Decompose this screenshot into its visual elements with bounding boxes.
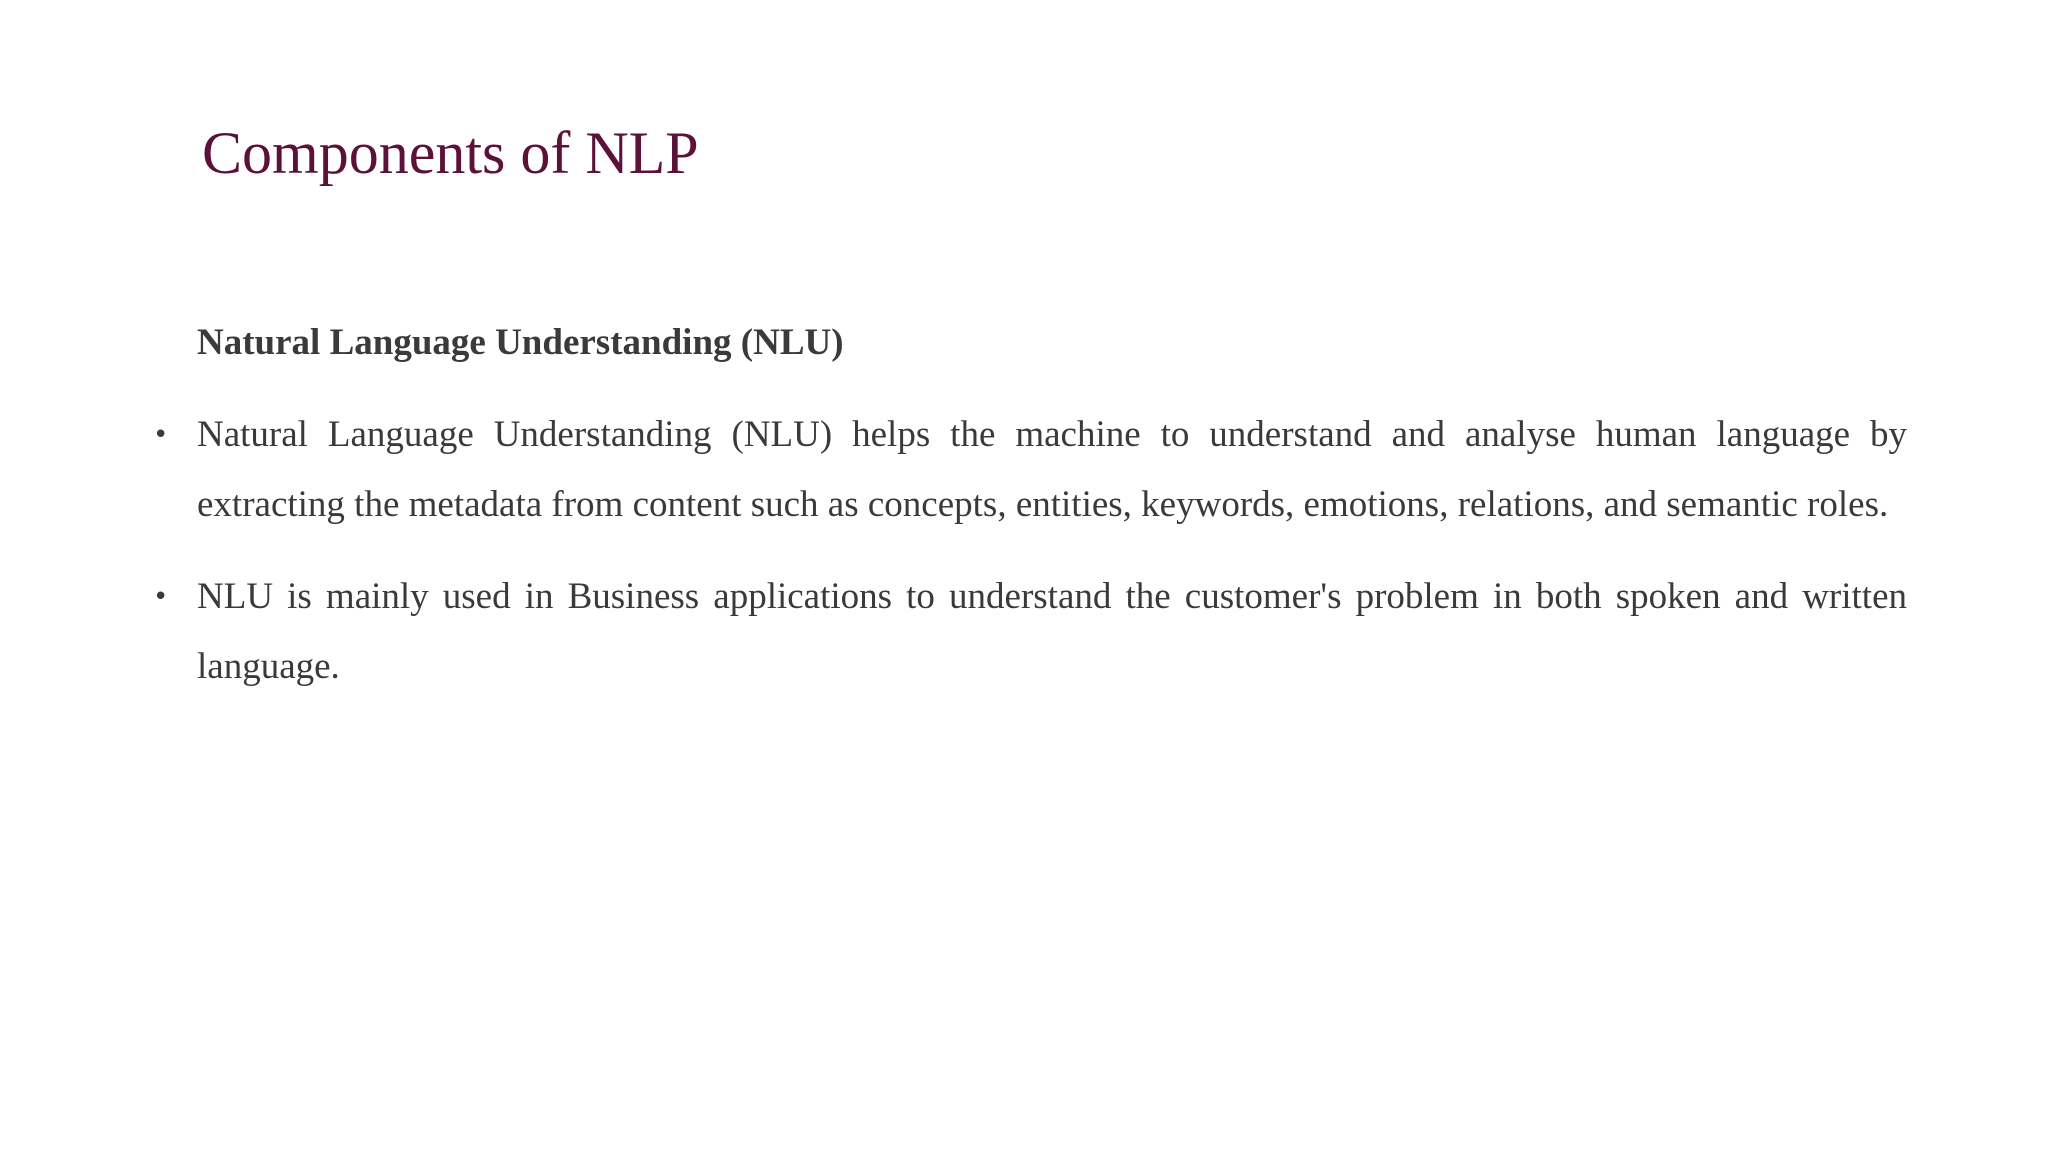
bullet-icon: • — [153, 582, 169, 612]
bullet-text: Natural Language Understanding (NLU) helps the machine to understand and analyse human language by extracting the metadata from content such as concepts, entities, keywords, emotions, relations, and semantic roles. — [197, 414, 1907, 525]
bullet-icon: • — [153, 420, 169, 450]
bullet-list — [153, 400, 1907, 724]
bullet-text: NLU is mainly used in Business applications to understand the customer's problem in both spoken and written language. — [197, 576, 1907, 687]
section-heading: Natural Language Understanding (NLU) — [197, 322, 844, 363]
bullet-item — [153, 400, 1907, 540]
bullet-item — [153, 562, 1907, 702]
slide-title: Components of NLP — [202, 120, 699, 186]
